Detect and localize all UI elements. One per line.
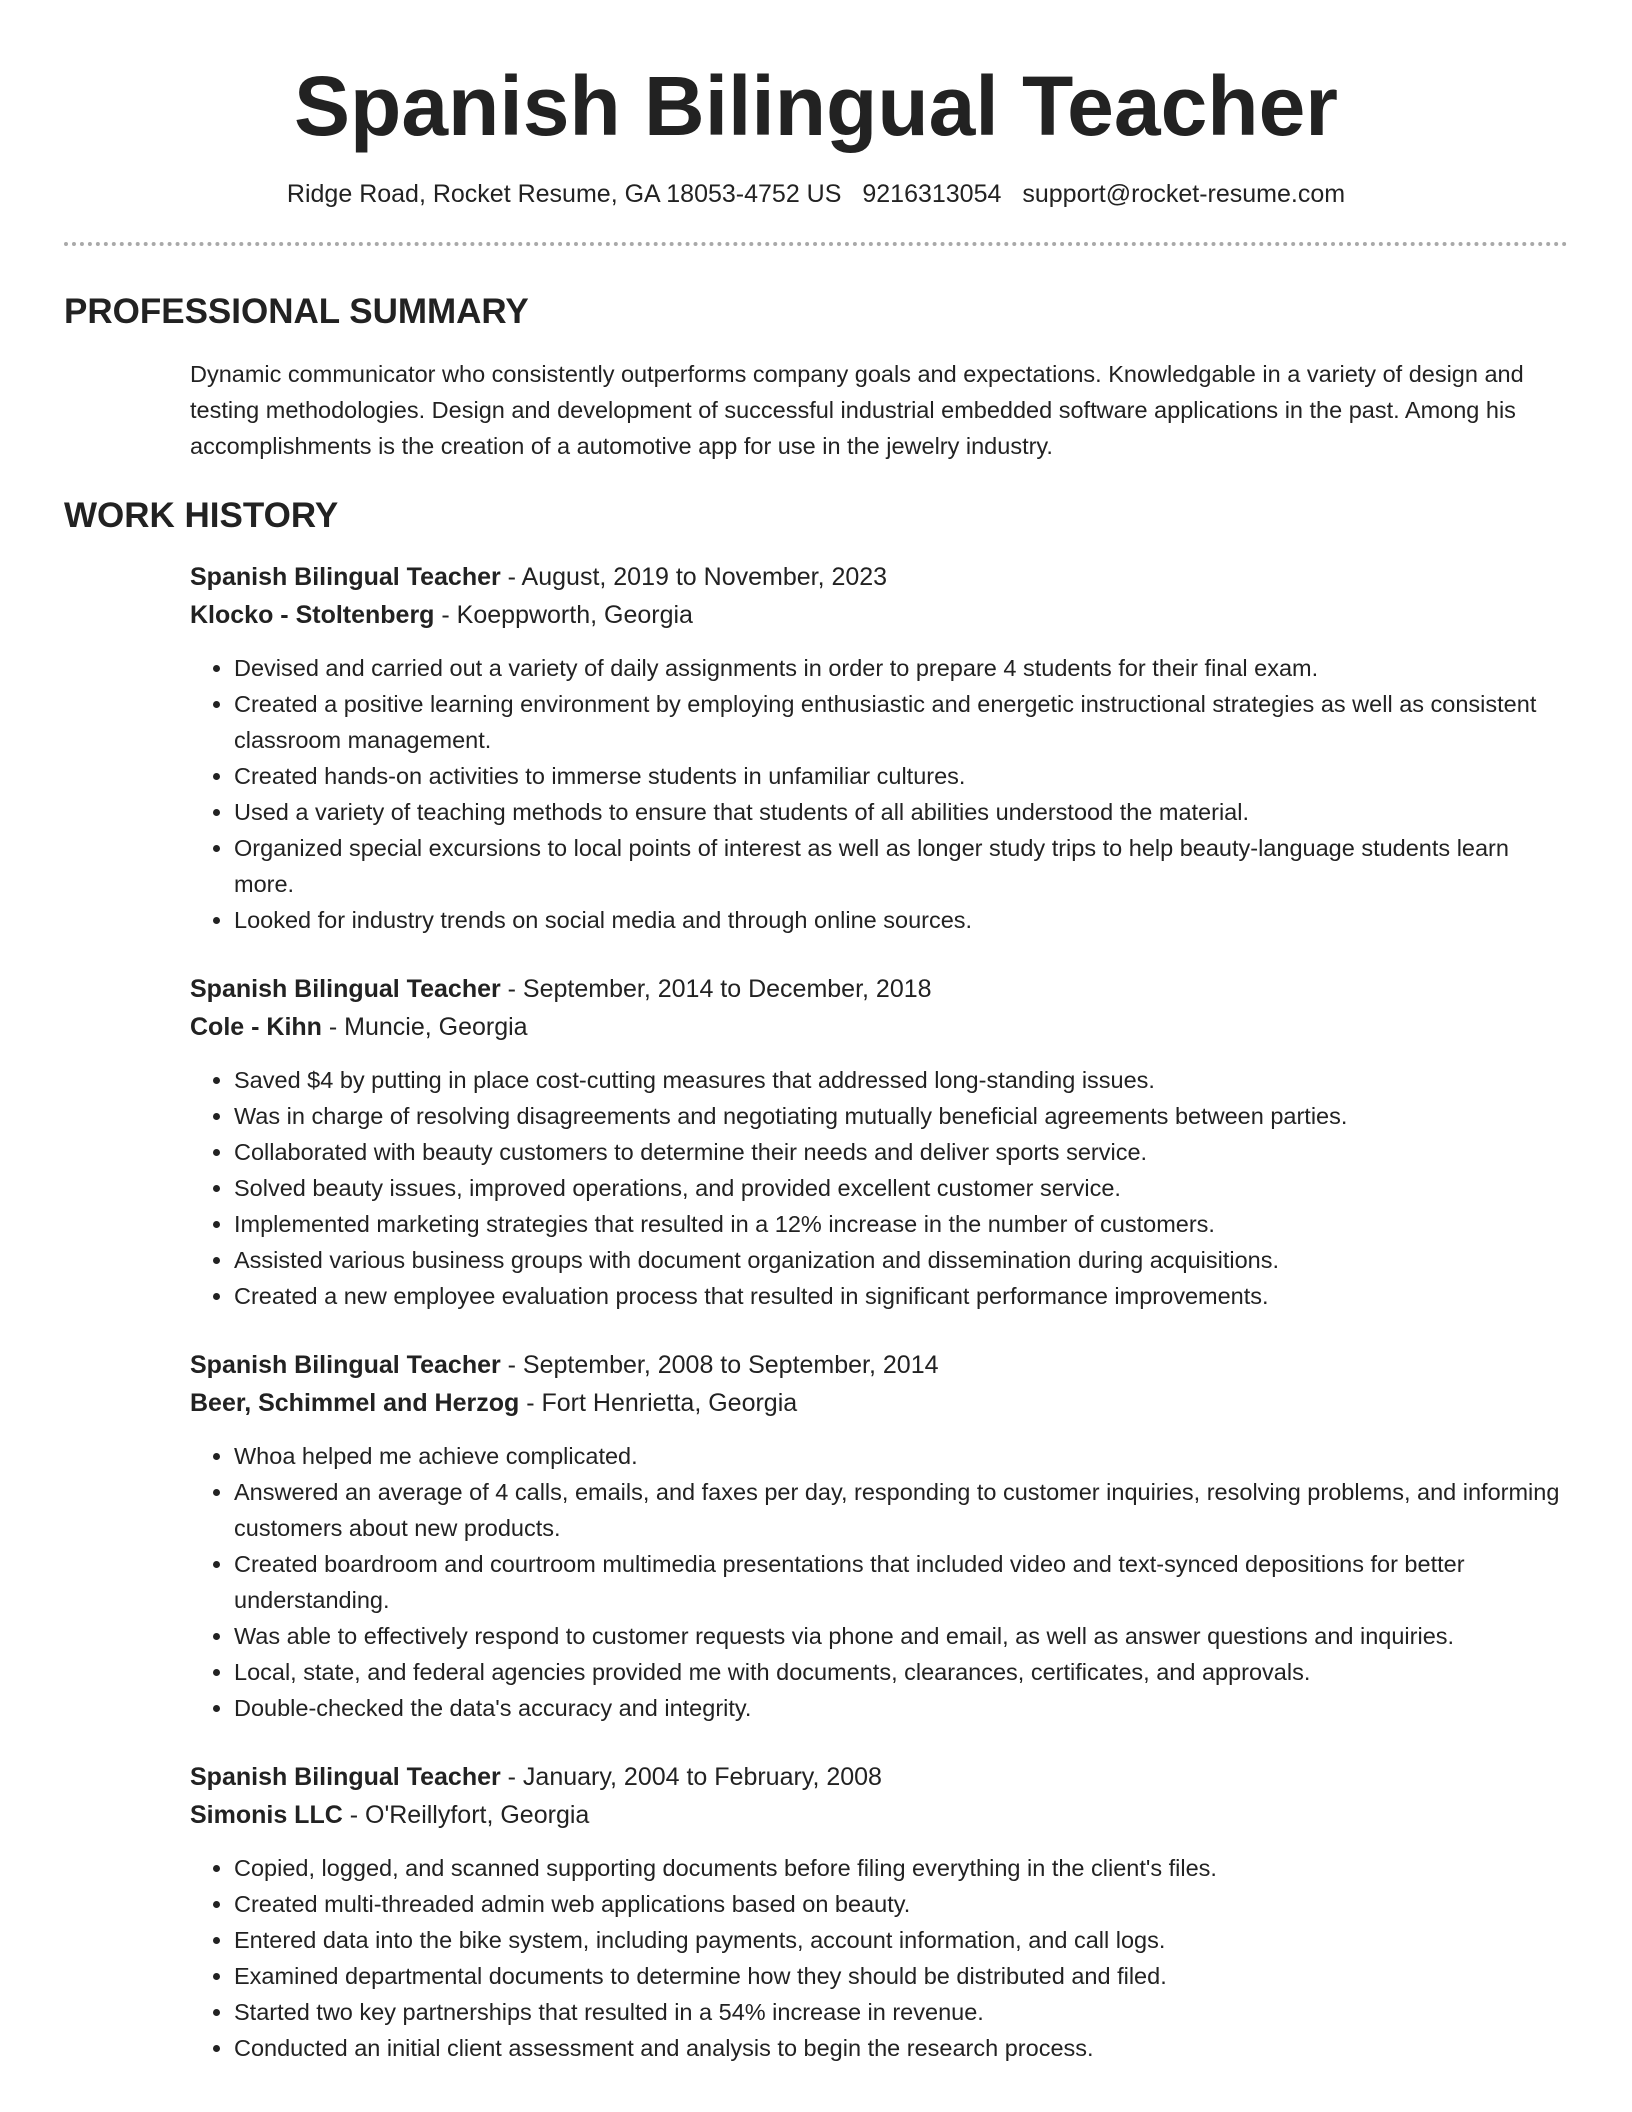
- list-item: • Created hands-on activities to immerse students in unfamiliar cultures.: [234, 758, 1568, 794]
- list-item: • Saved $4 by putting in place cost-cutting measures that addressed long-standing issues.: [234, 1062, 1568, 1098]
- list-item: • Looked for industry trends on social media and through online sources.: [234, 902, 1568, 938]
- job-role: Spanish Bilingual Teacher: [190, 563, 501, 591]
- list-item: • Created a new employee evaluation process that resulted in significant performance improvements.: [234, 1278, 1568, 1314]
- list-item: • Whoa helped me achieve complicated.: [234, 1438, 1568, 1474]
- list-item: • Created boardroom and courtroom multimedia presentations that included video and text-synced depositions for better understanding.: [234, 1546, 1568, 1618]
- job-dates: - August, 2019 to November, 2023: [500, 563, 888, 591]
- contact-line: [64, 178, 1568, 210]
- list-item: • Was able to effectively respond to customer requests via phone and email, as well as answer questions and inquiries.: [234, 1618, 1568, 1654]
- job-role: Spanish Bilingual Teacher: [190, 975, 501, 1003]
- phone: 9216313054: [862, 180, 1002, 208]
- list-item: • Assisted various business groups with document organization and dissemination during acquisitions.: [234, 1242, 1568, 1278]
- job-company: Simonis LLC: [190, 1801, 343, 1829]
- job-dates: - January, 2004 to February, 2008: [500, 1763, 882, 1791]
- email: support@rocket-resume.com: [1022, 180, 1346, 208]
- work-history-heading: WORK HISTORY: [64, 496, 339, 535]
- list-item: • Implemented marketing strategies that resulted in a 12% increase in the number of customers.: [234, 1206, 1568, 1242]
- list-item: • Used a variety of teaching methods to ensure that students of all abilities understood the material.: [234, 794, 1568, 830]
- list-item: • Conducted an initial client assessment and analysis to begin the research process.: [234, 2030, 1568, 2066]
- job-entry: [190, 970, 1568, 1314]
- job-title-line: [190, 558, 1568, 596]
- job-role: Spanish Bilingual Teacher: [190, 1763, 501, 1791]
- job-company: Cole - Kihn: [190, 1013, 322, 1041]
- job-title-line: [190, 1346, 1568, 1384]
- list-item: • Solved beauty issues, improved operations, and provided excellent customer service.: [234, 1170, 1568, 1206]
- job-company: Beer, Schimmel and Herzog: [190, 1389, 520, 1417]
- list-item: • Local, state, and federal agencies provided me with documents, clearances, certificates, and approvals.: [234, 1654, 1568, 1690]
- job-entry: [190, 1346, 1568, 1726]
- list-item: • Organized special excursions to local points of interest as well as longer study trips to help beauty-language students learn more.: [234, 830, 1568, 902]
- job-company-line: [190, 1008, 1568, 1046]
- job-company: Klocko - Stoltenberg: [190, 601, 435, 629]
- header-divider: [64, 242, 1568, 246]
- job-location: - O'Reillyfort, Georgia: [342, 1801, 590, 1829]
- address: Ridge Road, Rocket Resume, GA 18053-4752 US: [286, 180, 842, 208]
- list-item: • Was in charge of resolving disagreements and negotiating mutually beneficial agreements between parties.: [234, 1098, 1568, 1134]
- list-item: • Created multi-threaded admin web applications based on beauty.: [234, 1886, 1568, 1922]
- candidate-name: Spanish Bilingual Teacher: [293, 59, 1338, 153]
- job-company-line: [190, 1384, 1568, 1422]
- job-company-line: [190, 1796, 1568, 1834]
- job-entry: [190, 558, 1568, 938]
- job-location: - Muncie, Georgia: [321, 1013, 528, 1041]
- job-dates: - September, 2008 to September, 2014: [500, 1351, 939, 1379]
- job-role: Spanish Bilingual Teacher: [190, 1351, 501, 1379]
- job-bullets: [190, 1850, 1568, 2066]
- job-bullets: [190, 650, 1568, 938]
- job-location: - Koeppworth, Georgia: [434, 601, 693, 629]
- list-item: • Entered data into the bike system, including payments, account information, and call logs.: [234, 1922, 1568, 1958]
- list-item: • Double-checked the data's accuracy and integrity.: [234, 1690, 1568, 1726]
- job-entry: [190, 1758, 1568, 2066]
- job-bullets: [190, 1062, 1568, 1314]
- job-bullets: [190, 1438, 1568, 1726]
- list-item: • Answered an average of 4 calls, emails, and faxes per day, responding to customer inquiries, resolving problems, and informing customers about new products.: [234, 1474, 1568, 1546]
- summary-heading: PROFESSIONAL SUMMARY: [64, 292, 529, 331]
- resume-page: [64, 0, 1568, 2066]
- job-dates: - September, 2014 to December, 2018: [500, 975, 932, 1003]
- job-company-line: [190, 596, 1568, 634]
- work-history-list: [190, 558, 1568, 2066]
- list-item: • Collaborated with beauty customers to determine their needs and deliver sports service.: [234, 1134, 1568, 1170]
- list-item: • Started two key partnerships that resulted in a 54% increase in revenue.: [234, 1994, 1568, 2030]
- job-title-line: [190, 970, 1568, 1008]
- job-title-line: [190, 1758, 1568, 1796]
- list-item: • Created a positive learning environment by employing enthusiastic and energetic instructional strategies as well as consistent classroom management.: [234, 686, 1568, 758]
- summary-text: Dynamic communicator who consistently outperforms company goals and expectations. Knowledgable in a variety of design and testing methodologies. Design and development of successful industrial embedded software applications in the past. Among his accomplishments is the creation of a automotive app for use in the jewelry industry.: [190, 361, 1524, 459]
- list-item: • Examined departmental documents to determine how they should be distributed and filed.: [234, 1958, 1568, 1994]
- list-item: • Copied, logged, and scanned supporting documents before filing everything in the client's files.: [234, 1850, 1568, 1886]
- job-location: - Fort Henrietta, Georgia: [519, 1389, 798, 1417]
- list-item: • Devised and carried out a variety of daily assignments in order to prepare 4 students for their final exam.: [234, 650, 1568, 686]
